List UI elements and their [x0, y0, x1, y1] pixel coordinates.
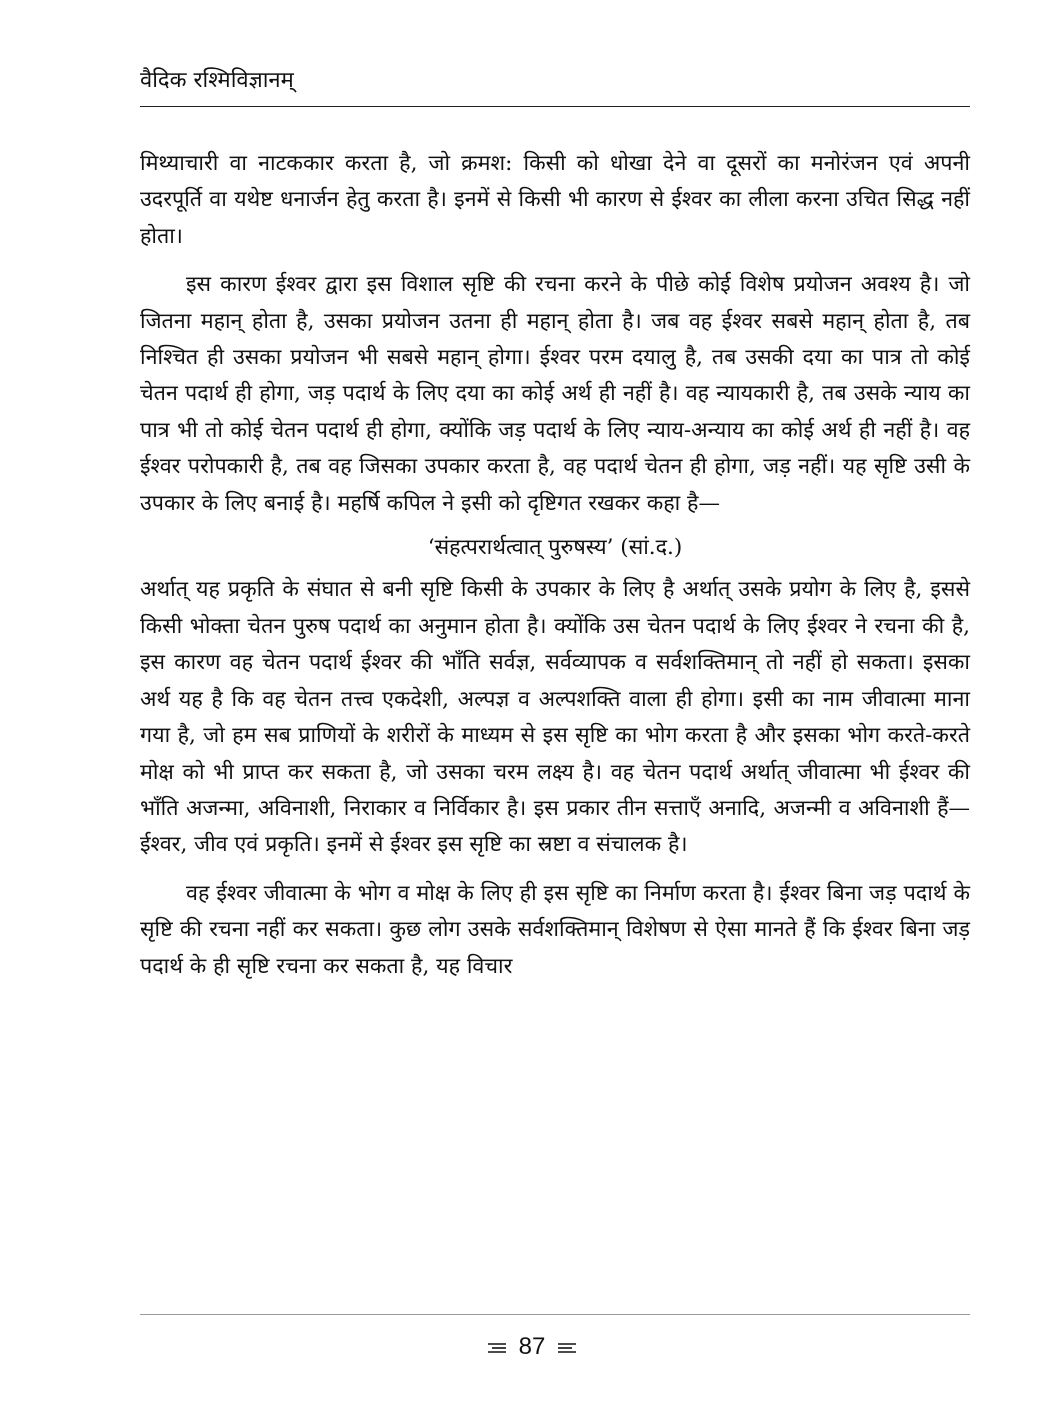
paragraph-continuation: मिथ्याचारी वा नाटककार करता है, जो क्रमश: किसी को धोखा देने वा दूसरों का मनोरंजन एवं अपनी उदरपूर्ति वा यथेष्ट धनार्जन हेतु करता है। इनमें से किसी भी कारण से ईश्वर का लीला करना उचित सिद्ध नहीं होता। [140, 151, 970, 249]
page-number: 87 [518, 1333, 546, 1360]
sutra-quote: ‘संहत्परार्थत्वात् पुरुषस्य’ (सां.द.) [427, 535, 683, 561]
paragraph-purpose: इस कारण ईश्वर द्वारा इस विशाल सृष्टि की रचना करने के पीछे कोई विशेष प्रयोजन अवश्य है। जो जितना महान् होता है, उसका प्रयोजन उतना ही महान् होता है। जब वह ईश्वर सबसे महान् होता है, तब निश्चित ही उसका प्रयोजन भी सबसे महान् होगा। ईश्वर परम दयालु है, तब उसकी दया का पात्र तो कोई चेतन पदार्थ ही होगा, जड़ पदार्थ के लिए दया का कोई अर्थ ही नहीं है। वह न्यायकारी है, तब उसके न्याय का पात्र भी तो कोई चेतन पदार्थ ही होगा, क्योंकि जड़ पदार्थ के लिए न्याय-अन्याय का कोई अर्थ ही नहीं है। वह ईश्वर परोपकारी है, तब वह जिसका उपकार करता है, वह पदार्थ चेतन ही होगा, जड़ नहीं। यह सृष्टि उसी के उपकार के लिए बनाई है। महर्षि कपिल ने इसी को दृष्टिगत रखकर कहा है— [140, 272, 970, 516]
paragraph-explanation: अर्थात् यह प्रकृति के संघात से बनी सृष्टि किसी के उपकार के लिए है अर्थात् उसके प्रयोग के लिए है, इससे किसी भोक्ता चेतन पुरुष पदार्थ का अनुमान होता है। क्योंकि उस चेतन पदार्थ के लिए ईश्वर ने रचना की है, इस कारण वह चेतन पदार्थ ईश्वर की भाँति सर्वज्ञ, सर्वव्यापक व सर्वशक्तिमान् तो नहीं हो सकता। इसका अर्थ यह है कि वह चेतन तत्त्व एकदेशी, अल्पज्ञ व अल्पशक्ति वाला ही होगा। इसी का नाम जीवात्मा माना गया है, जो हम सब प्राणियों के शरीरों के माध्यम से इस सृष्टि का भोग करता है और इसका भोग करते-करते मोक्ष को भी प्राप्त कर सकता है, जो उसका चरम लक्ष्य है। वह चेतन पदार्थ अर्थात् जीवात्मा भी ईश्वर की भाँति अजन्मा, अविनाशी, निराकार व निर्विकार है। इस प्रकार तीन सत्ताएँ अनादि, अजन्मी व अविनाशी हैं— ईश्वर, जीव एवं प्रकृति। इनमें से ईश्वर इस सृष्टि का स्रष्टा व संचालक है। [140, 577, 970, 858]
footer-rule [140, 1314, 970, 1315]
page-number-footer [0, 1330, 1064, 1364]
left-dash-ornament-icon [486, 1341, 508, 1355]
page-body [140, 146, 970, 985]
paragraph-creation: वह ईश्वर जीवात्मा के भोग व मोक्ष के लिए ही इस सृष्टि का निर्माण करता है। ईश्वर बिना जड़ पदार्थ के सृष्टि की रचना नहीं कर सकता। कुछ लोग उसके सर्वशक्तिमान् विशेषण से ऐसा मानते हैं कि ईश्वर बिना जड़ पदार्थ के ही सृष्टि रचना कर सकता है, यह विचार [140, 880, 970, 979]
running-title: वैदिक रश्मिविज्ञानम् [140, 68, 294, 93]
header-rule [140, 106, 970, 107]
right-dash-ornament-icon [556, 1341, 578, 1355]
